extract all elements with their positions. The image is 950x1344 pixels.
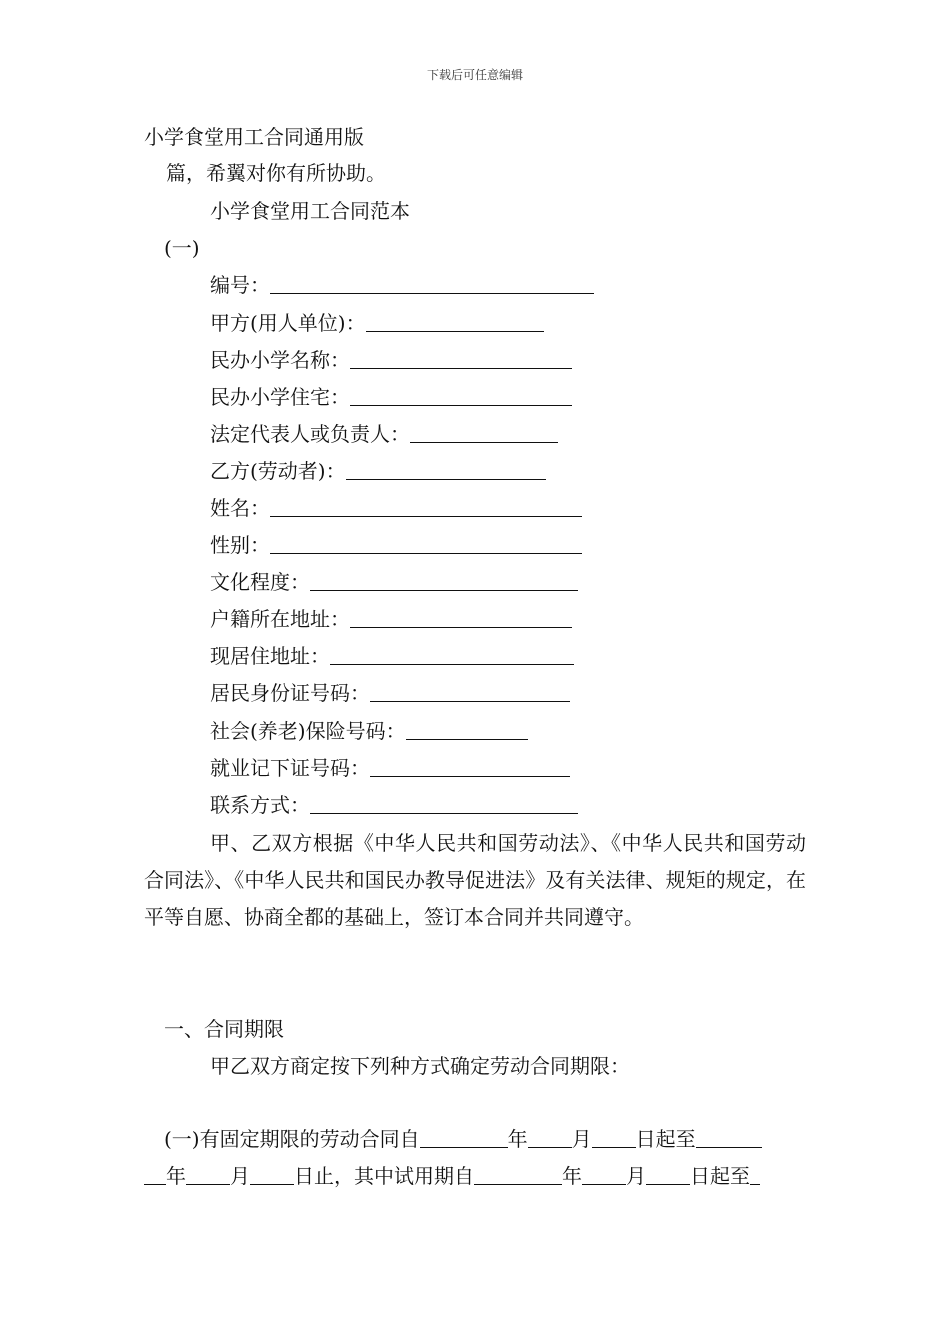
form-field-education	[210, 570, 578, 594]
section-text: 甲乙双方商定按下列种方式确定劳动合同期限：	[210, 1054, 630, 1078]
form-field-name	[210, 496, 582, 520]
field-label: 居民身份证号码：	[210, 681, 370, 705]
fill-blank	[330, 646, 574, 665]
fill-blank	[582, 1166, 626, 1185]
form-field-contact	[210, 793, 578, 817]
form-field-party-a	[210, 311, 544, 335]
field-label: 民办小学名称：	[210, 348, 350, 372]
form-field-current-address	[210, 644, 574, 668]
fill-blank	[528, 1129, 572, 1148]
form-field-legal-representative	[210, 422, 558, 446]
year-label: 年	[507, 1127, 528, 1151]
year-label: 年	[166, 1164, 186, 1188]
fill-blank	[646, 1166, 690, 1185]
fill-blank	[350, 609, 572, 628]
fill-blank	[370, 683, 570, 702]
fill-blank	[474, 1166, 562, 1185]
day-from-end-label: 日起至	[690, 1164, 750, 1188]
fill-blank	[406, 721, 528, 740]
fill-blank	[270, 275, 594, 294]
form-field-party-b	[210, 459, 546, 483]
month-label: 月	[626, 1164, 646, 1188]
fill-blank	[310, 795, 578, 814]
field-label: 现居住地址：	[210, 644, 330, 668]
page-header-note: 下载后可任意编辑	[426, 68, 523, 82]
contract-basis-paragraph: 甲、乙双方根据《中华人民共和国劳动法》、《中华人民共和国劳动合同法》、《中华人民共和国民办教导促进法》及有关法律、规矩的规定，在平等自愿、协商全都的基础上，签订本合同并共同遵守。	[144, 831, 806, 929]
fill-blank	[186, 1166, 230, 1185]
form-field-insurance-number	[210, 719, 528, 743]
day-to-label: 日止，其中试用期自	[294, 1164, 474, 1188]
fill-blank	[696, 1129, 762, 1148]
form-field-number	[210, 273, 594, 297]
fill-blank	[420, 1129, 508, 1148]
field-label: 户籍所在地址：	[210, 607, 350, 631]
form-field-school-name	[210, 348, 572, 372]
document-subtitle: 小学食堂用工合同范本	[210, 199, 410, 223]
fill-blank	[270, 535, 582, 554]
fill-blank	[592, 1129, 636, 1148]
fill-blank	[750, 1166, 760, 1185]
month-label: 月	[571, 1127, 592, 1151]
field-label: 乙方(劳动者)：	[210, 459, 346, 483]
fill-blank	[350, 387, 572, 406]
field-label: 编号：	[210, 273, 270, 297]
fill-blank	[370, 758, 570, 777]
field-label: 姓名：	[210, 496, 270, 520]
section-heading: 一、合同期限	[164, 1017, 284, 1041]
form-field-household-address	[210, 607, 572, 631]
fill-blank	[366, 313, 544, 332]
section-marker: (一)	[164, 236, 200, 260]
field-label: 文化程度：	[210, 570, 310, 594]
fixed-term-clause-line2	[144, 1164, 760, 1188]
form-field-gender	[210, 533, 582, 557]
fill-blank	[350, 350, 572, 369]
form-field-school-address	[210, 385, 572, 409]
field-label: 联系方式：	[210, 793, 310, 817]
document-title: 小学食堂用工合同通用版	[144, 125, 364, 149]
fill-blank	[410, 424, 558, 443]
field-label: 社会(养老)保险号码：	[210, 719, 406, 743]
fill-blank	[144, 1166, 166, 1185]
form-field-employment-cert	[210, 756, 570, 780]
year-label: 年	[562, 1164, 582, 1188]
fixed-term-clause-line1	[164, 1127, 762, 1151]
fill-blank	[346, 461, 546, 480]
day-from-label: 日起至	[635, 1127, 696, 1151]
clause-prefix: (一)有固定期限的劳动合同自	[164, 1127, 420, 1151]
field-label: 甲方(用人单位)：	[210, 311, 366, 335]
field-label: 法定代表人或负责人：	[210, 422, 410, 446]
form-field-id-number	[210, 681, 570, 705]
field-label: 就业记下证号码：	[210, 756, 370, 780]
month-label: 月	[230, 1164, 250, 1188]
intro-text: 篇，希翼对你有所协助。	[166, 161, 386, 185]
field-label: 民办小学住宅：	[210, 385, 350, 409]
fill-blank	[310, 572, 578, 591]
fill-blank	[250, 1166, 294, 1185]
field-label: 性别：	[210, 533, 270, 557]
fill-blank	[270, 498, 582, 517]
